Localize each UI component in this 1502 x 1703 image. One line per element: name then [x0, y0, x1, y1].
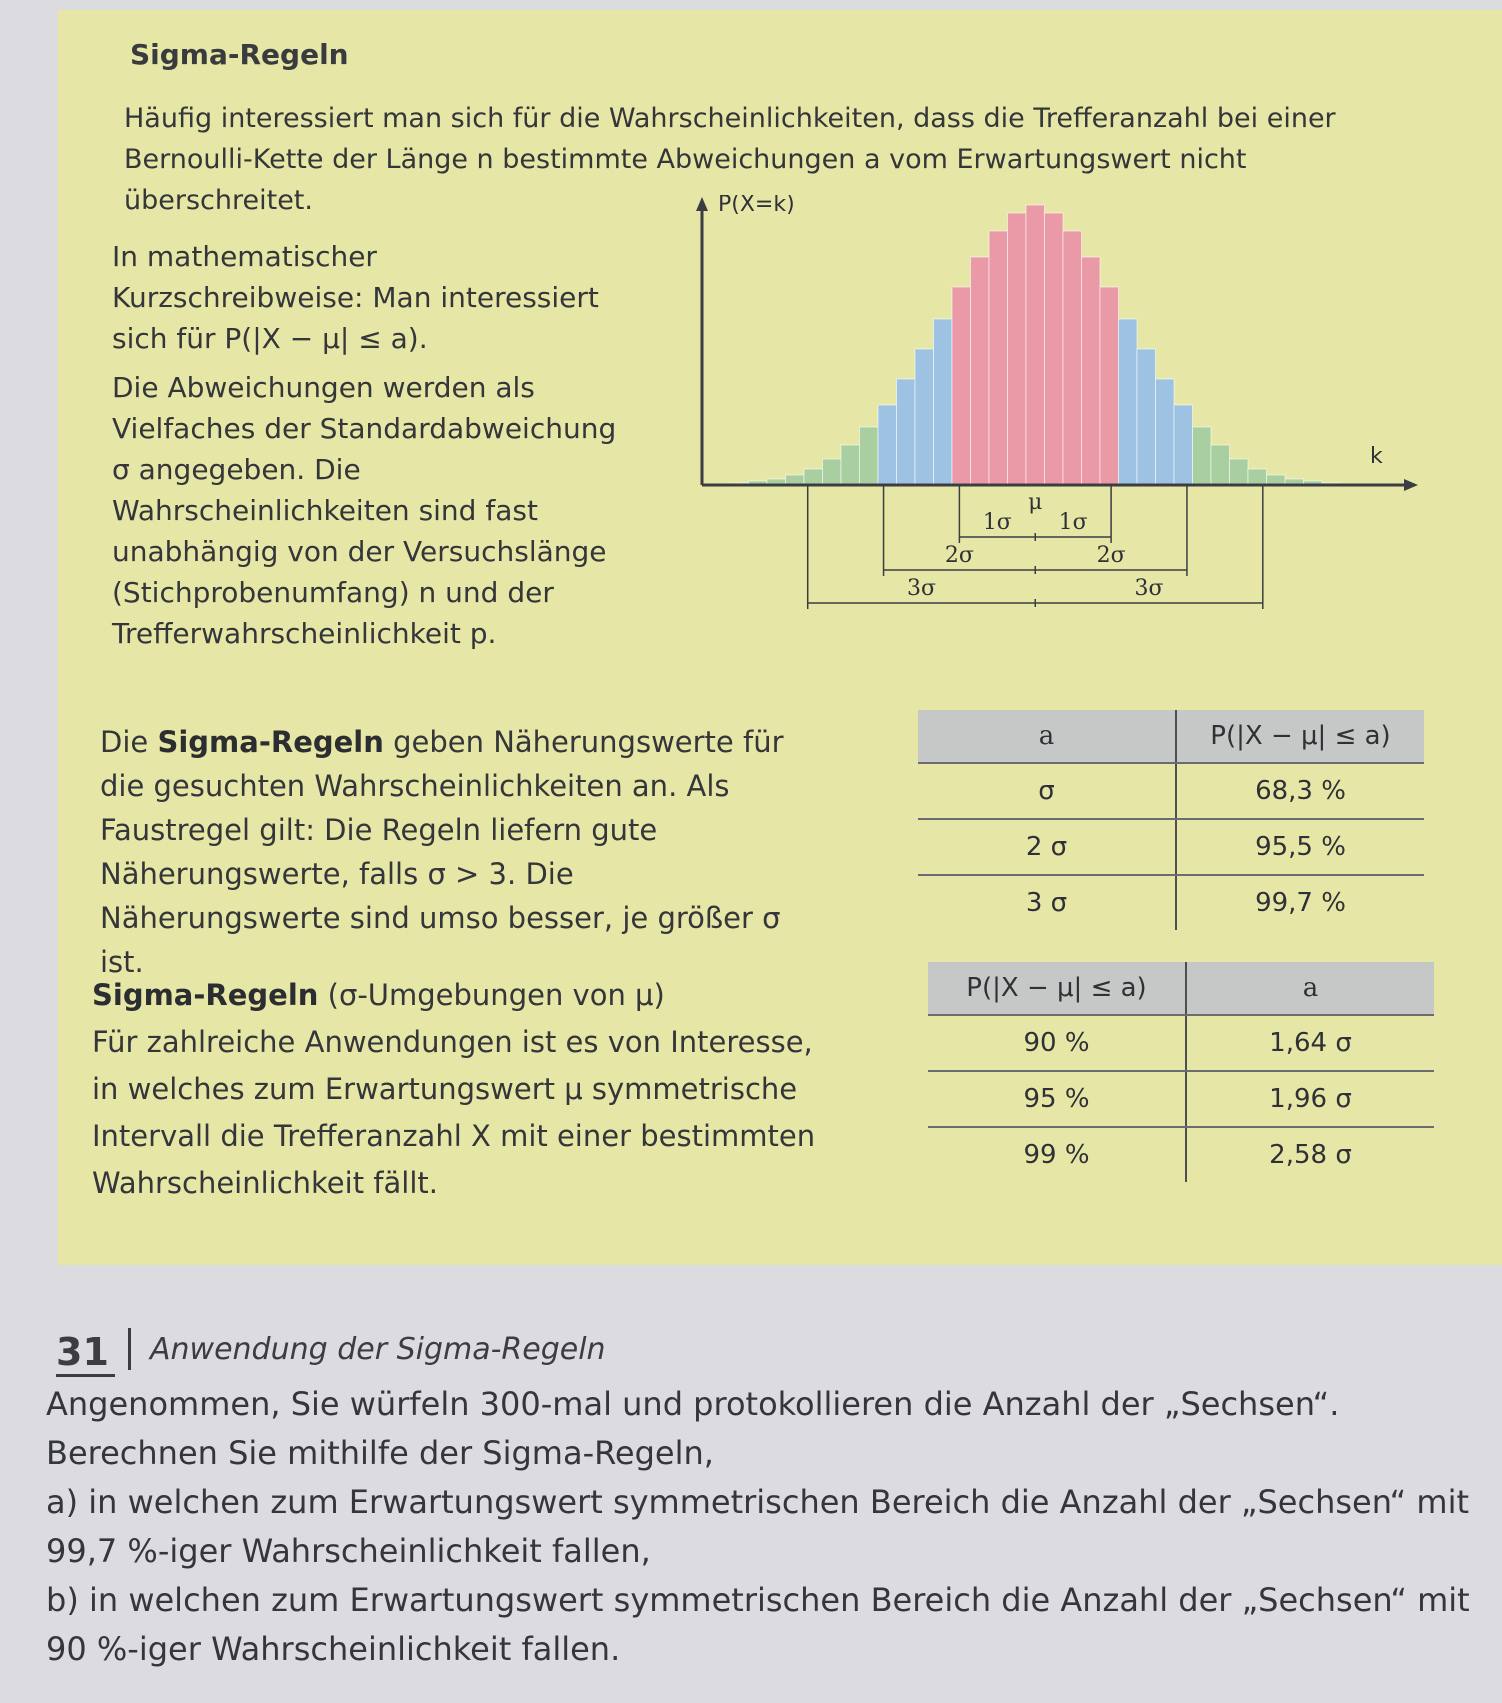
table1-header-a: a [918, 710, 1176, 763]
exercise-title: Anwendung der Sigma-Regeln [150, 1332, 606, 1367]
mid-text-start: Die [100, 725, 158, 759]
bar [1100, 287, 1119, 485]
sigma-label-left: 3σ [906, 576, 936, 601]
table-row: 90 % 1,64 σ [928, 1015, 1434, 1071]
bot-body: Für zahlreiche Anwendungen ist es von Interesse, in welches zum Erwartungswert μ symmetrische Intervall die Trefferanzahl X mit einer bestimmten Wahrscheinlichkeit fällt. [92, 1025, 816, 1200]
bar [1137, 349, 1156, 485]
sigma-rules-text [100, 720, 820, 984]
box-title: Sigma-Regeln [130, 38, 349, 71]
table-row: 3 σ 99,7 % [918, 875, 1424, 930]
bar [823, 459, 842, 485]
bar [1211, 445, 1230, 485]
bot-bold-term: Sigma-Regeln [92, 978, 319, 1012]
bar [897, 379, 916, 485]
bar [1008, 213, 1027, 485]
x-axis-arrow-icon [1404, 479, 1418, 491]
bar [934, 319, 953, 485]
bar [1063, 231, 1082, 485]
bar [804, 469, 823, 485]
exercise-part-b: b) in welchen zum Erwartungswert symmetrischen Bereich die Anzahl der „Sechsen“ mit 90 %-iger Wahrscheinlichkeit fallen. [46, 1581, 1470, 1668]
bar [1026, 205, 1045, 485]
notation-paragraph: In mathematischer Kurzschreibweise: Man interessiert sich für P(|X − μ| ≤ a). [112, 240, 599, 355]
bar [1174, 405, 1193, 485]
table-row: 99 % 2,58 σ [928, 1127, 1434, 1182]
bar [989, 231, 1008, 485]
sigma-interval-table [928, 962, 1434, 1182]
sigma-label-right: 2σ [1096, 543, 1126, 568]
y-axis-label: P(X=k) [718, 195, 795, 217]
table-row: σ 68,3 % [918, 763, 1424, 819]
exercise-body [46, 1380, 1476, 1674]
bar [971, 257, 990, 485]
bar [1230, 459, 1249, 485]
table2-header-p: P(|X − μ| ≤ a) [928, 962, 1186, 1015]
table-row: 95 % 1,96 σ [928, 1071, 1434, 1127]
deviation-paragraph: Die Abweichungen werden als Vielfaches der Standardabweichung σ angegeben. Die Wahrscheinlichkeiten sind fast unabhängig von der Versuchslänge (Stichprobenumfang) n und der Trefferwahrscheinlichkeit p. [112, 371, 617, 650]
sigma-intervals-text [92, 972, 832, 1207]
sigma-brackets [808, 485, 1263, 609]
sigma-label-right: 3σ [1134, 576, 1164, 601]
chart-bars [730, 205, 1341, 485]
mid-bold-term: Sigma-Regeln [157, 725, 384, 759]
bar [1119, 319, 1138, 485]
bar [1193, 427, 1212, 485]
table2-header-a: a [1186, 962, 1434, 1015]
bar [1156, 379, 1175, 485]
bar [915, 349, 934, 485]
sigma-label-right: 1σ [1058, 510, 1088, 535]
sigma-label-left: 1σ [982, 510, 1012, 535]
exercise-line1: Angenommen, Sie würfeln 300-mal und protokollieren die Anzahl der „Sechsen“. [46, 1385, 1340, 1423]
left-column [112, 236, 632, 662]
bar [841, 445, 860, 485]
table-row: 2 σ 95,5 % [918, 819, 1424, 875]
bar [1045, 213, 1064, 485]
binomial-chart [690, 195, 1430, 680]
exercise-line2: Berechnen Sie mithilfe der Sigma-Regeln, [46, 1434, 714, 1472]
exercise-number: 31 [56, 1330, 115, 1377]
bar [878, 405, 897, 485]
mu-label: μ [1028, 490, 1043, 515]
sigma-table [918, 710, 1424, 930]
bar [860, 427, 879, 485]
x-axis-label: k [1370, 444, 1383, 469]
y-axis-arrow-icon [696, 197, 708, 211]
table1-header-p: P(|X − μ| ≤ a) [1176, 710, 1424, 763]
sigma-label-left: 2σ [944, 543, 974, 568]
mid-text-rest: geben Näherungswerte für die gesuchten Wahrscheinlichkeiten an. Als Faustregel gilt: Die Regeln liefern gute Näherungswerte, falls σ > 3. Die Näherungswerte sind umso besser, je größer σ ist. [100, 725, 784, 979]
bot-title-suffix: (σ-Umgebungen von μ) [318, 978, 665, 1012]
exercise-divider [128, 1328, 131, 1370]
exercise-part-a: a) in welchen zum Erwartungswert symmetrischen Bereich die Anzahl der „Sechsen“ mit 99,7 %-iger Wahrscheinlichkeit fallen, [46, 1483, 1470, 1570]
intro-text: Häufig interessiert man sich für die Wahrscheinlichkeiten, dass die Trefferanzahl bei einer Bernoulli-Kette der Länge n bestimmte Abweichungen a vom Erwartungswert nicht überschreitet. [124, 103, 1336, 216]
bar [952, 287, 971, 485]
bar [1248, 469, 1267, 485]
bar [1082, 257, 1101, 485]
